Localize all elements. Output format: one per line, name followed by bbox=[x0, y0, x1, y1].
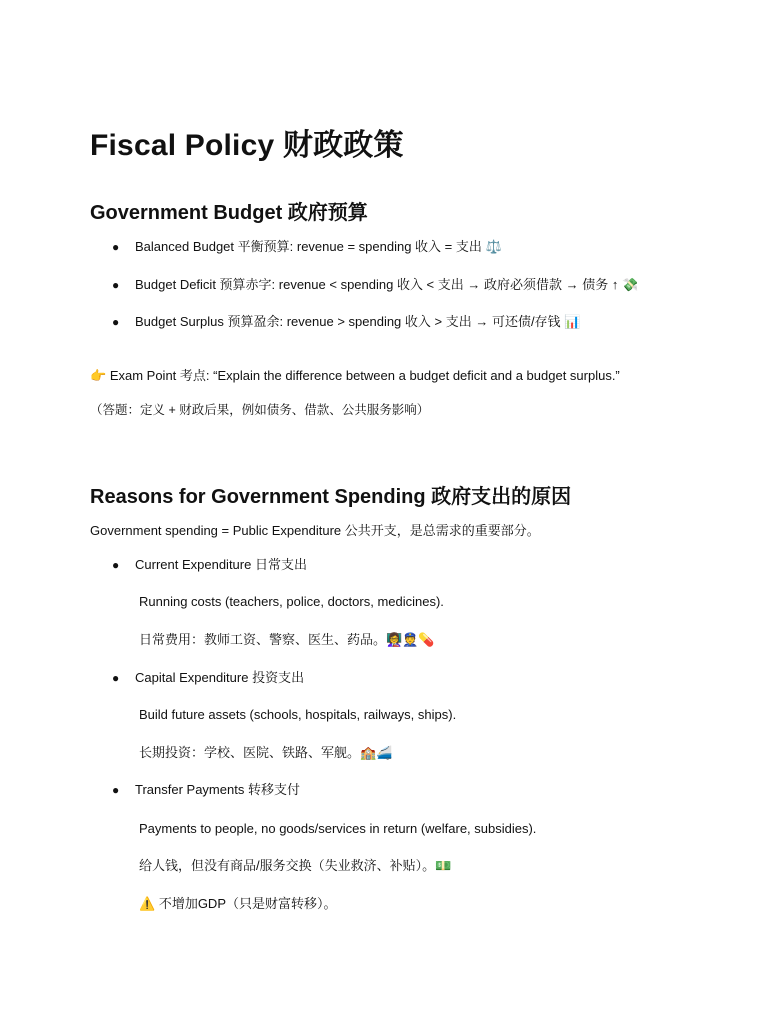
list-item-budget-deficit bbox=[135, 276, 638, 295]
transfer-payments-warning bbox=[139, 895, 336, 914]
capital-expenditure-zh-text: 长期投资：学校、医院、铁路、军舰。 bbox=[139, 745, 361, 760]
bullet-dot: ● bbox=[112, 783, 120, 797]
exam-point-text: Exam Point 考点: “Explain the difference between a budget deficit and a budget surplus.” bbox=[109, 368, 620, 383]
warning-text: 不增加GDP（只是财富转移）。 bbox=[158, 896, 337, 911]
capital-expenditure-en: Build future assets (schools, hospitals, railways, ships). bbox=[139, 707, 457, 722]
page-title: Fiscal Policy 财政政策 bbox=[90, 129, 404, 162]
bullet-dot: ● bbox=[112, 278, 120, 292]
school-train-icon: 🏫🚄 bbox=[360, 746, 393, 761]
money-wings-icon: 💸 bbox=[621, 278, 639, 293]
pointing-hand-icon: 👉 bbox=[90, 369, 107, 384]
section-heading-budget: Government Budget 政府预算 bbox=[90, 202, 368, 224]
list-item-text: Balanced Budget 平衡预算: revenue = spending 收入 = 支出 bbox=[135, 239, 482, 254]
bullet-dot: ● bbox=[112, 240, 120, 254]
capital-expenditure-zh bbox=[139, 744, 392, 763]
warning-icon: ⚠️ bbox=[139, 897, 156, 912]
transfer-payments-zh-text: 给人钱，但没有商品/服务交换（失业救济、补贴）。 bbox=[139, 858, 436, 873]
list-item-capital-expenditure: Capital Expenditure 投资支出 bbox=[135, 670, 305, 685]
bullet-dot: ● bbox=[112, 558, 120, 572]
list-item-text: Budget Deficit 预算赤字: revenue < spending 收入 < 支出 → 政府必须借款 → 债务 ↑ bbox=[135, 277, 619, 292]
teacher-police-pill-icon: 👩‍🏫👮💊 bbox=[386, 633, 435, 648]
transfer-payments-en: Payments to people, no goods/services in return (welfare, subsidies). bbox=[139, 821, 537, 836]
bullet-dot: ● bbox=[112, 671, 120, 685]
exam-point bbox=[90, 367, 620, 386]
current-expenditure-en: Running costs (teachers, police, doctors, medicines). bbox=[139, 594, 444, 609]
exam-answer-hint: （答题：定义 + 财政后果，例如债务、借款、公共服务影响） bbox=[90, 403, 430, 417]
dollar-bill-icon: 💵 bbox=[435, 859, 452, 874]
list-item-balanced-budget bbox=[135, 238, 502, 257]
spending-intro: Government spending = Public Expenditure 公共开支，是总需求的重要部分。 bbox=[90, 523, 540, 538]
current-expenditure-zh bbox=[139, 631, 435, 650]
current-expenditure-zh-text: 日常费用：教师工资、警察、医生、药品。 bbox=[139, 632, 387, 647]
balance-scale-icon: ⚖️ bbox=[485, 240, 502, 255]
bullet-dot: ● bbox=[112, 315, 120, 329]
list-item-current-expenditure: Current Expenditure 日常支出 bbox=[135, 557, 307, 572]
list-item-text: Budget Surplus 预算盈余: revenue > spending 收入 > 支出 → 可还债/存钱 bbox=[135, 314, 561, 329]
bar-chart-icon: 📊 bbox=[564, 315, 581, 330]
section-heading-spending: Reasons for Government Spending 政府支出的原因 bbox=[90, 486, 572, 508]
list-item-budget-surplus bbox=[135, 313, 580, 332]
list-item-transfer-payments: Transfer Payments 转移支付 bbox=[135, 782, 300, 797]
transfer-payments-zh bbox=[139, 857, 451, 876]
